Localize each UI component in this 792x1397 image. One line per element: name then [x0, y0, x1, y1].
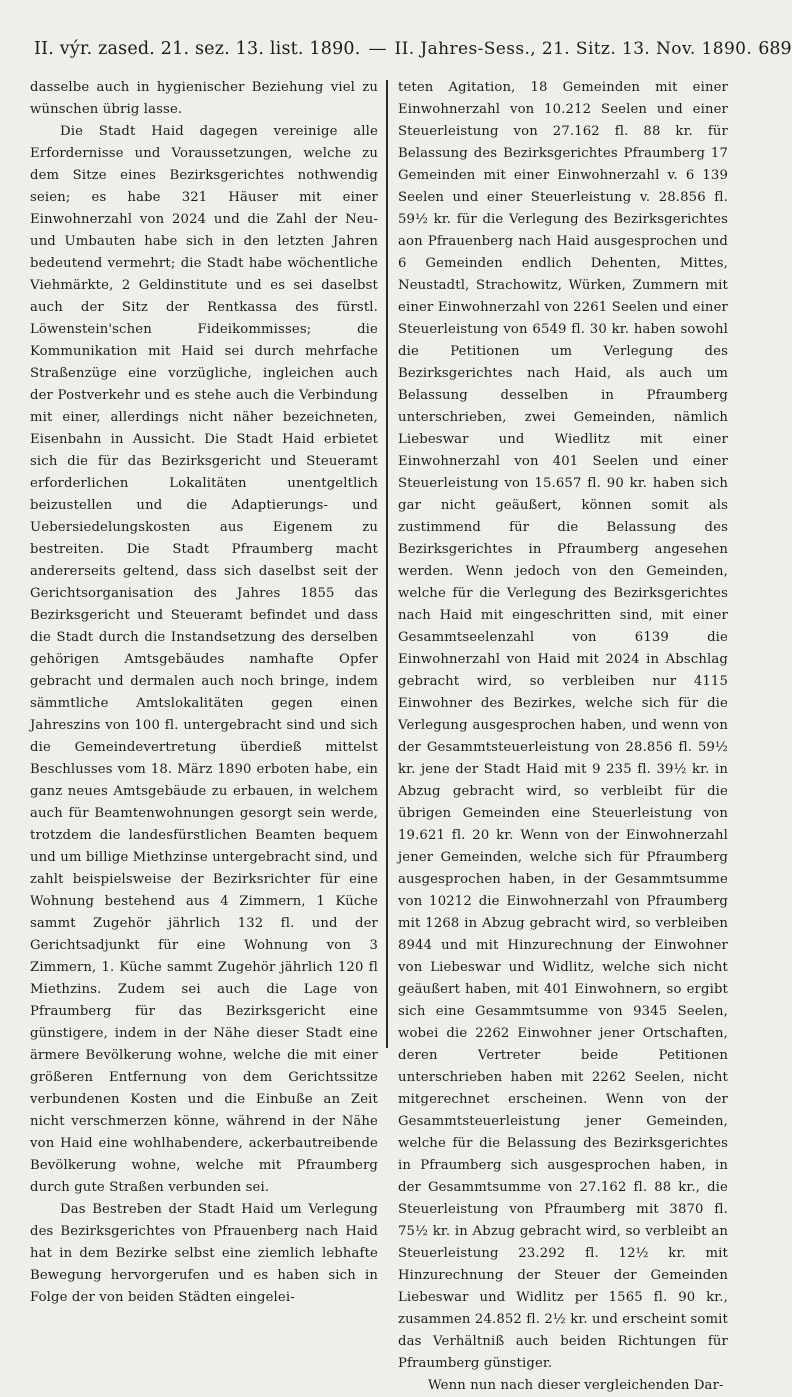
paragraph: Wenn nun nach dieser vergleichenden Dar- — [428, 1378, 724, 1393]
column-divider — [386, 80, 388, 1048]
header-german-session: II. Jahres-Sess., 21. Sitz. 13. Nov. 1890. — [394, 39, 753, 59]
paragraph: Das Bestreben der Stadt Haid um Verlegung des Bezirksgerichtes von Pfrauenberg nach Haid hat in dem Bezirke selbst eine ziemlich lebhafte Bewegung hervorgerufen und es haben sich in Folge der von beiden Städten eingelei- — [30, 1202, 378, 1305]
paragraph: Die Stadt Haid dagegen vereinige alle Erfordernisse und Voraussetzungen, welche zu dem Sitze eines Bezirksgerichtes nothwendig seien; es habe 321 Häuser mit einer Einwohnerzahl von 2024 und die Zahl der Neu- und Umbauten habe sich in den letzten Jahren bedeutend vermehrt; die Stadt habe wöchentliche Viehmärkte, 2 Geldinstitute und es sei daselbst auch der Sitz der Rentkassa des fürstl. Löwenstein'schen Fideikommisses; die Kommunikation mit Haid sei durch mehrfache Straßenzüge eine vorzügliche, ingleichen auch der Postverkehr und es stehe auch die Verbindung mit einer, allerdings nicht näher bezeichneten, Eisenbahn in Aussicht. Die Stadt Haid erbietet sich die für das Bezirksgericht und Steueramt erforderlichen Lokalitäten unentgeltlich beizustellen und die Adaptierungs- und Uebersiedelungskosten aus Eigenem zu bestreiten. Die Stadt Pfraumberg macht andererseits geltend, dass sich daselbst seit der Gerichtsorganisation des Jahres 1855 das Bezirksgericht und Steueramt befindet und dass die Stadt durch die Instandsetzung des derselben gehörigen Amtsgebäudes namhafte Opfer gebracht und dermalen auch noch bringe, indem sämmtliche Amtslokalitäten gegen einen Jahreszins von 100 fl. untergebracht sind und sich die Gemeindevertretung überdieß mittelst Beschlusses vom 18. März 1890 erboten habe, ein ganz neues Amtsgebäude zu erbauen, in welchem auch für Beamtenwohnungen gesorgt sein werde, trotzdem die landesfürstlichen Beamten bequem und um billige Miethzinse untergebracht sind, und zahlt beispielsweise der Bezirksrichter für eine Wohnung bestehend aus 4 Zimmern, 1 Küche sammt Zugehör jährlich 132 fl. und der Gerichtsadjunkt für eine Wohnung von 3 Zimmern, 1. Küche sammt Zugehör jährlich 120 fl Miethzins. Zudem sei auch die Lage von Pfraumberg für das Bezirksgericht eine günstigere, indem in der Nähe dieser Stadt eine ärmere Bevölkerung wohne, welche die mit einer größeren Entfernung von dem Gerichtssitze verbundenen Kosten und die Einbuße an Zeit nicht verschmerzen könne, während in der Nähe von Haid eine wohlhabendere, ackerbautreibende Bevölkerung wohne, welche mit Pfraumberg durch gute Straßen verbunden sei. — [30, 124, 379, 1195]
header-separator: — — [368, 38, 387, 59]
page-header — [34, 38, 792, 72]
header-czech-session: II. výr. zased. 21. sez. 13. list. 1890. — [34, 39, 361, 59]
right-column — [398, 77, 728, 1393]
paragraph: dasselbe auch in hygienischer Beziehung viel zu wünschen übrig lasse. — [30, 80, 378, 117]
left-column — [30, 77, 379, 1305]
page-number: 689 — [758, 39, 792, 59]
paragraph: teten Agitation, 18 Gemeinden mit einer Einwohnerzahl von 10.212 Seelen und einer Steuerleistung von 27.162 fl. 88 kr. für Belassung des Bezirksgerichtes Pfraumberg 17 Gemeinden mit einer Einwohnerzahl v. 6 139 Seelen und einer Steuerleistung v. 28.856 fl. 59½ kr. für die Verlegung des Bezirksgerichtes aon Pfrauenberg nach Haid ausgesprochen und 6 Gemeinden endlich Dehenten, Mittes, Neustadtl, Strachowitz, Würken, Zummern mit einer Einwohnerzahl von 2261 Seelen und einer Steuerleistung von 6549 fl. 30 kr. haben sowohl die Petitionen um Verlegung des Bezirksgerichtes nach Haid, als auch um Belassung desselben in Pfraumberg unterschrieben, zwei Gemeinden, nämlich Liebeswar und Wiedlitz mit einer Einwohnerzahl von 401 Seelen und einer Steuerleistung von 15.657 fl. 90 kr. haben sich gar nicht geäußert, können somit als zustimmend für die Belassung des Bezirksgerichtes in Pfraumberg angesehen werden. Wenn jedoch von den Gemeinden, welche für die Verlegung des Bezirksgerichtes nach Haid mit eingeschritten sind, mit einer Gesammtseelenzahl von 6139 die Einwohnerzahl von Haid mit 2024 in Abschlag gebracht wird, so verbleiben nur 4115 Einwohner des Bezirkes, welche sich für die Verlegung ausgesprochen haben, und wenn von der Gesammtsteuerleistung von 28.856 fl. 59½ kr. jene der Stadt Haid mit 9 235 fl. 39½ kr. in Abzug gebracht wird, so verbleibt für die übrigen Gemeinden eine Steuerleistung von 19.621 fl. 20 kr. Wenn von der Einwohnerzahl jener Gemeinden, welche sich für Pfraumberg ausgesprochen haben, in der Gesammtsumme von 10212 die Einwohnerzahl von Pfraumberg mit 1268 in Abzug gebracht wird, so verbleiben 8944 und mit Hinzurechnung der Einwohner von Liebeswar und Widlitz, welche sich nicht geäußert haben, mit 401 Einwohnern, so ergibt sich eine Gesammtsumme von 9345 Seelen, wobei die 2262 Einwohner jener Ortschaften, deren Vertreter beide Petitionen unterschrieben haben mit 2262 Seelen, nicht mitgerechnet erscheinen. Wenn von der Gesammtsteuerleistung jener Gemeinden, welche für die Belassung des Bezirksgerichtes in Pfraumberg sich ausgesprochen haben, in der Gesammtsumme von 27.162 fl. 88 kr., die Steuerleistung von Pfraumberg mit 3870 fl. 75½ kr. in Abzug gebracht wird, so verbleibt an Steuerleistung 23.292 fl. 12½ kr. mit Hinzurechnung der Steuer der Gemeinden Liebeswar und Widlitz per 1565 fl. 90 kr., zusammen 24.852 fl. 2½ kr. und erscheint somit das Verhältniß auch beiden Richtungen für Pfraumberg günstiger. — [398, 80, 728, 1371]
